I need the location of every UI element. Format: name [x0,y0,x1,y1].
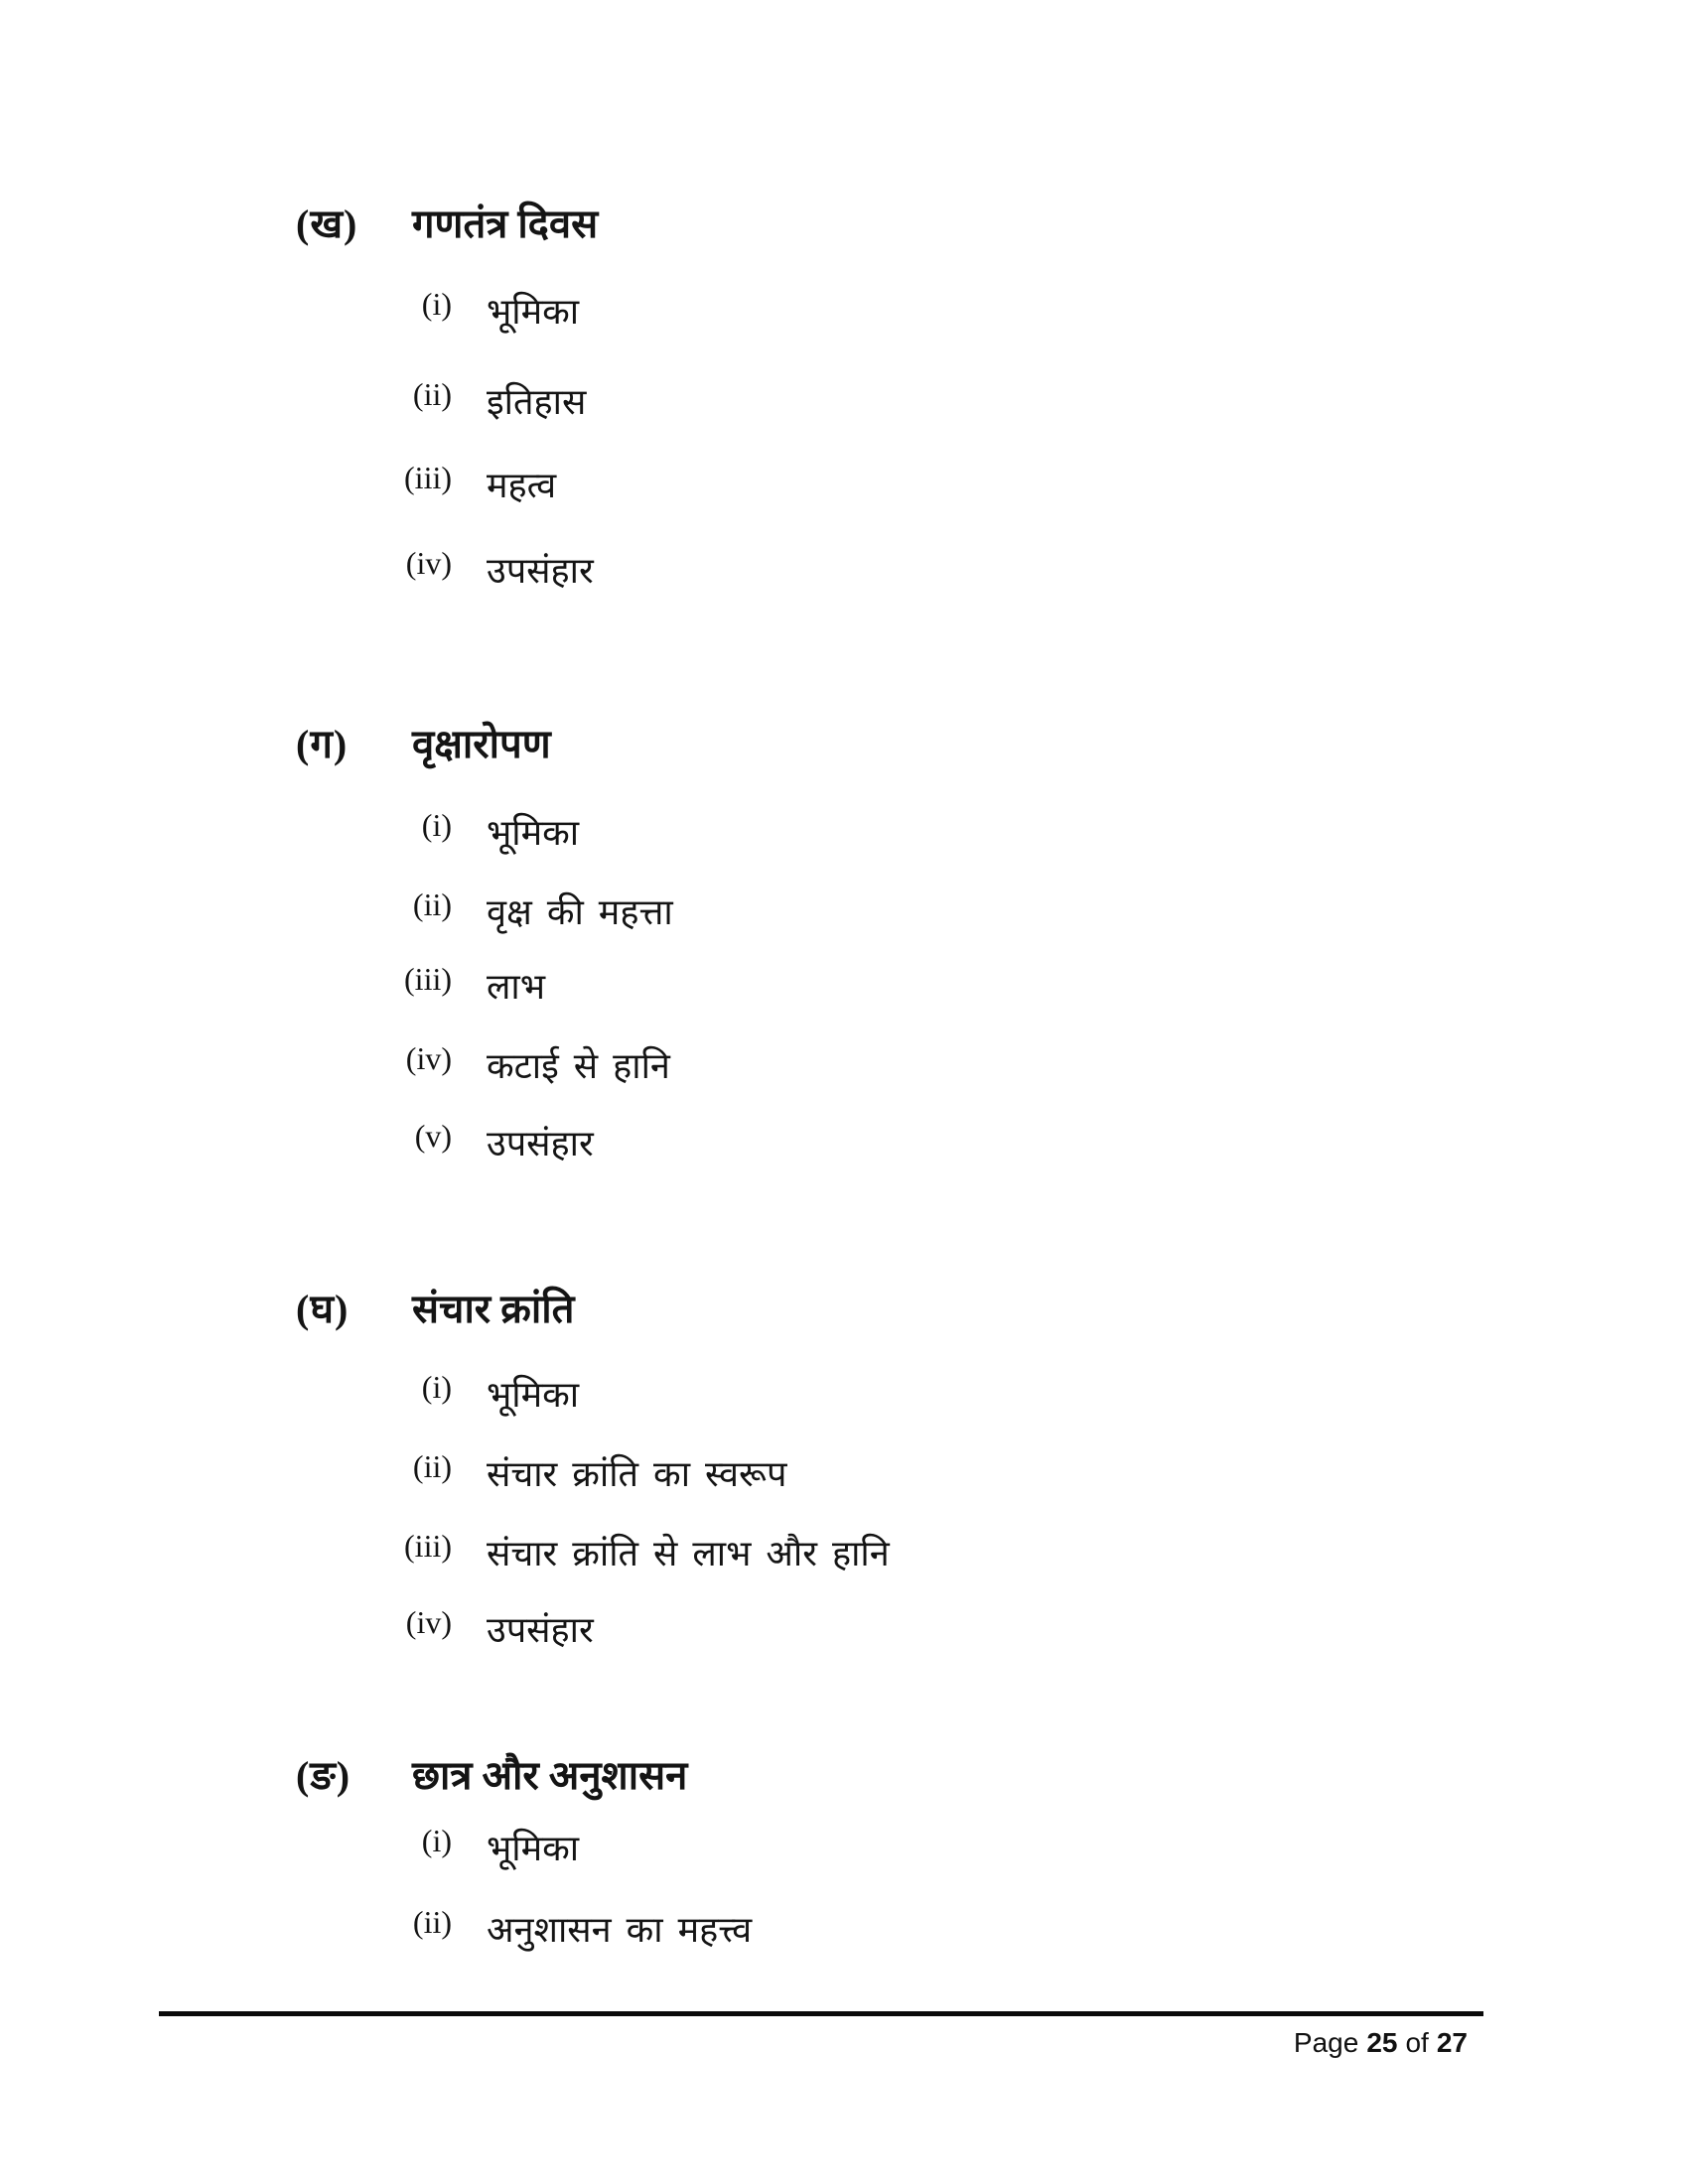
item-number: (i) [421,286,452,322]
item-text: अनुशासन का महत्त्व [487,1910,753,1950]
item-text: भूमिका [487,1375,580,1415]
list-item [0,1040,1688,1100]
footer-divider [159,2011,1483,2016]
item-number: (iii) [404,1528,452,1564]
list-item [0,376,1688,436]
item-number: (i) [421,1369,452,1405]
item-number: (ii) [412,887,452,922]
item-text: महत्व [487,466,557,505]
section-title: वृक्षारोपण [412,722,551,766]
item-text: भूमिका [487,292,580,332]
item-number: (i) [421,807,452,843]
section-label: (घ) [296,1287,350,1331]
list-item [0,1528,1688,1587]
item-number: (ii) [412,1904,452,1940]
footer-total-pages: 27 [1436,2027,1468,2058]
footer-page-label: Page [1293,2027,1359,2058]
item-text: उपसंहार [487,1124,594,1163]
section-heading [0,715,1688,774]
list-item [0,460,1688,519]
item-number: (iii) [404,460,452,495]
section-title: छात्र और अनुशासन [412,1753,688,1798]
list-item [0,961,1688,1021]
list-item [0,1369,1688,1429]
footer-of-label: of [1405,2027,1429,2058]
item-text: वृक्ष की महत्ता [487,892,673,932]
item-text: कटाई से हानि [487,1046,670,1086]
item-number: (iv) [405,545,452,581]
item-number: (ii) [412,376,452,412]
list-item [0,545,1688,605]
section-label: (ग) [296,722,349,766]
item-text: इतिहास [487,382,587,422]
list-item [0,1823,1688,1882]
section-heading [0,1746,1688,1806]
list-item [0,1118,1688,1177]
item-text: भूमिका [487,1829,580,1868]
section-heading [0,1280,1688,1339]
section-heading [0,195,1688,254]
page-number-footer [0,2027,1468,2059]
item-number: (v) [414,1118,452,1154]
item-number: (iii) [404,961,452,997]
item-text: उपसंहार [487,1610,594,1650]
item-number: (ii) [412,1448,452,1484]
section-title: संचार क्रांति [412,1287,575,1331]
list-item [0,887,1688,946]
item-text: लाभ [487,967,546,1007]
item-number: (iv) [405,1040,452,1076]
footer-current-page: 25 [1366,2027,1398,2058]
list-item [0,1604,1688,1664]
list-item [0,286,1688,345]
section-label: (ख) [296,202,358,246]
section-label: (ङ) [296,1753,352,1798]
list-item [0,807,1688,867]
item-number: (i) [421,1823,452,1858]
list-item [0,1904,1688,1964]
item-text: उपसंहार [487,551,594,591]
item-text: संचार क्रांति का स्वरूप [487,1454,787,1494]
item-number: (iv) [405,1604,452,1640]
list-item [0,1448,1688,1508]
section-title: गणतंत्र दिवस [412,202,599,246]
item-text: भूमिका [487,813,580,853]
item-text: संचार क्रांति से लाभ और हानि [487,1534,890,1573]
